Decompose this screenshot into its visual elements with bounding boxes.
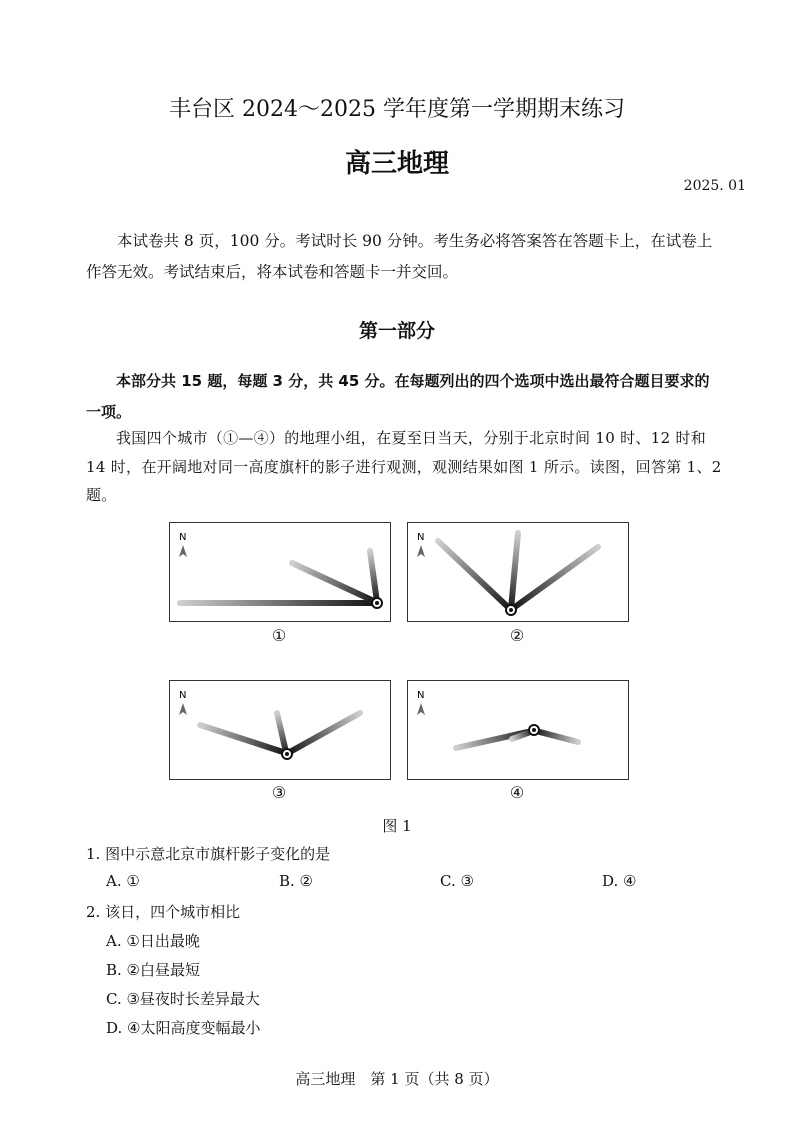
shadow-12h <box>292 563 376 602</box>
q2-option-a[interactable]: A. ①日出最晚 <box>106 932 200 950</box>
figure-caption: 图 1 <box>382 817 412 835</box>
exam-title: 丰台区 2024～2025 学年度第一学期期末练习 <box>169 97 625 122</box>
q1-option-c[interactable]: C. ③ <box>440 872 474 890</box>
north-label: N <box>179 532 187 543</box>
north-label: N <box>417 532 425 543</box>
figure-panel-4 <box>407 680 629 780</box>
panel-label-1: ① <box>271 626 287 645</box>
shadow-10h <box>200 725 286 753</box>
shadow-14h <box>512 547 598 609</box>
north-arrow-icon <box>179 545 187 557</box>
shadow-12h <box>511 533 518 609</box>
part-title: 第一部分 <box>358 320 435 342</box>
q2-option-d[interactable]: D. ④太阳高度变幅最小 <box>106 1019 261 1037</box>
shadow-diagram-1 <box>170 523 390 621</box>
shadow-14h <box>288 713 360 753</box>
figure-panel-2 <box>407 522 629 622</box>
page-footer: 高三地理 第 1 页（共 8 页） <box>295 1070 499 1088</box>
q1-option-a[interactable]: A. ① <box>106 872 140 890</box>
q1-option-d[interactable]: D. ④ <box>602 872 637 890</box>
instructions-paragraph: 本部分共 15 题，每题 3 分，共 45 分。在每题列出的四个选项中选出最符合题目要求的一项。 <box>86 372 710 421</box>
shadow-14h <box>370 551 377 602</box>
north-arrow-icon <box>417 545 425 557</box>
exam-date: 2025. 01 <box>683 178 746 194</box>
panel-label-3: ③ <box>271 783 287 802</box>
question-stem: 我国四个城市（①—④）的地理小组，在夏至日当天，分别于北京时间 10 时、12 时和 14 时，在开阔地对同一高度旗杆的影子进行观测，观测结果如图 1 所示。读图，回答第 1、2 题。 <box>86 429 722 504</box>
north-arrow-icon <box>179 703 187 715</box>
question-2: 2. 该日，四个城市相比 <box>86 903 241 921</box>
shadow-14h <box>536 731 578 742</box>
subject-title: 高三地理 <box>344 149 449 179</box>
north-label: N <box>179 690 187 701</box>
shadow-diagram-2 <box>408 523 628 621</box>
q2-option-b[interactable]: B. ②白昼最短 <box>106 961 201 979</box>
shadow-10h <box>438 541 510 609</box>
panel-label-2: ② <box>509 626 525 645</box>
north-label: N <box>417 690 425 701</box>
shadow-diagram-3 <box>170 681 390 779</box>
shadow-diagram-4 <box>408 681 628 779</box>
figure-panel-3 <box>169 680 391 780</box>
figure-panel-1 <box>169 522 391 622</box>
north-arrow-icon <box>417 703 425 715</box>
question-1: 1. 图中示意北京市旗杆影子变化的是 <box>86 845 331 863</box>
intro-paragraph: 本试卷共 8 页，100 分。考试时长 90 分钟。考生务必将答案答在答题卡上，在试卷上作答无效。考试结束后，将本试卷和答题卡一并交回。 <box>86 232 713 281</box>
panel-label-4: ④ <box>509 783 525 802</box>
shadow-12h <box>277 713 286 752</box>
q2-option-c[interactable]: C. ③昼夜时长差异最大 <box>106 990 260 1008</box>
q1-option-b[interactable]: B. ② <box>279 872 314 890</box>
